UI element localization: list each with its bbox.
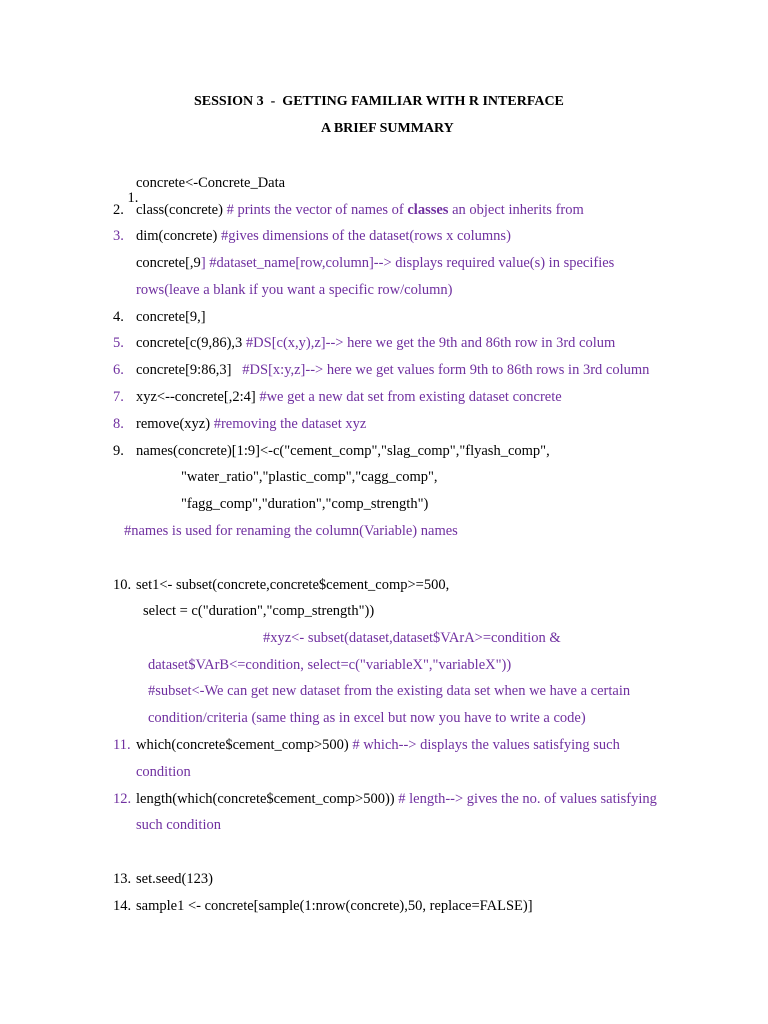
item-7-code: xyz<--concrete[,2:4] [136, 389, 260, 405]
item-9-line-2: "water_ratio","plastic_comp","cagg_comp", [181, 469, 438, 485]
item-6-code: concrete[9:86,3] [136, 362, 243, 378]
item-10-comment-1: #xyz<- subset(dataset,dataset$VArA>=condition & [263, 630, 561, 646]
item-1-code: concrete<-Concrete_Data [136, 175, 286, 191]
item-6-comment: #DS[x:y,z]--> here we get values form 9th to 86th rows in 3rd column [242, 362, 650, 378]
item-5-comment: #DS[c(x,y),z]--> here we get the 9th and 86th row in 3rd colum [245, 335, 616, 351]
list-item-7 [136, 390, 562, 405]
item-9-line-1: names(concrete)[1:9]<-c("cement_comp","slag_comp","flyash_comp", [136, 443, 550, 459]
item-12-code: length(which(concrete$cement_comp>500)) [136, 791, 399, 807]
item-2-comment-b: an object inherits from [448, 202, 584, 218]
item-4-number: 4. [113, 309, 124, 325]
item-3-number: 3. [113, 228, 124, 244]
item-11-comment-2: condition [136, 764, 191, 780]
item-5-number: 5. [113, 335, 124, 351]
item-11-number: 11. [113, 737, 131, 753]
item-3b-code: concrete[,9 [136, 255, 201, 271]
item-12-comment: # length--> gives the no. of values satisfying [398, 791, 657, 807]
item-number: 1. [127, 189, 139, 206]
item-6-number: 6. [113, 362, 124, 378]
item-4-code: concrete[9,] [136, 309, 206, 325]
item-13-number: 13. [113, 871, 132, 887]
item-5-code: concrete[c(9,86),3 [136, 335, 246, 351]
list-item-2 [136, 203, 584, 218]
title-line-1: SESSION 3 - GETTING FAMILIAR WITH R INTERFACE [194, 94, 564, 109]
item-3b-comment: ] #dataset_name[row,column]--> displays required value(s) in specifies [200, 255, 615, 271]
item-3b [136, 256, 614, 271]
item-13-code: set.seed(123) [136, 871, 213, 887]
item-11-comment: # which--> displays the values satisfying such [352, 737, 620, 753]
item-2-number: 2. [113, 202, 124, 218]
list-item-12 [136, 792, 657, 807]
list-item-8 [136, 417, 366, 432]
list-item-5 [136, 336, 615, 351]
item-14-number: 14. [113, 898, 132, 914]
item-2-comment-a: # prints the vector of names of [226, 202, 408, 218]
item-10-comment-4: condition/criteria (same thing as in excel but now you have to write a code) [148, 710, 586, 726]
item-10-line-2: select = c("duration","comp_strength")) [143, 603, 375, 619]
item-14-code: sample1 <- concrete[sample(1:nrow(concrete),50, replace=FALSE)] [136, 898, 533, 914]
item-3-comment: #gives dimensions of the dataset(rows x columns) [220, 228, 511, 244]
item-9-number: 9. [113, 443, 124, 459]
item-12-comment-2: such condition [136, 817, 221, 833]
item-10-comment-3: #subset<-We can get new dataset from the existing data set when we have a certain [148, 683, 631, 699]
item-10-comment-2: dataset$VArB<=condition, select=c("variableX","variableX")) [148, 657, 512, 673]
item-7-comment: #we get a new dat set from existing dataset concrete [259, 389, 562, 405]
item-2-comment-bold: classes [407, 202, 449, 218]
item-10-number: 10. [113, 577, 132, 593]
item-8-comment: #removing the dataset xyz [213, 416, 367, 432]
item-3-code: dim(concrete) [136, 228, 221, 244]
item-3c-comment: rows(leave a blank if you want a specific row/column) [136, 282, 453, 298]
item-7-number: 7. [113, 389, 124, 405]
item-11-code: which(concrete$cement_comp>500) [136, 737, 353, 753]
list-item-3 [136, 229, 511, 244]
item-8-code: remove(xyz) [136, 416, 214, 432]
item-2-code: class(concrete) [136, 202, 227, 218]
title-line-2: A BRIEF SUMMARY [321, 121, 454, 136]
item-9-line-3: "fagg_comp","duration","comp_strength") [181, 496, 429, 512]
item-10-line-1: set1<- subset(concrete,concrete$cement_comp>=500, [136, 577, 450, 593]
item-9-comment: #names is used for renaming the column(Variable) names [124, 523, 458, 539]
list-item-6 [136, 363, 649, 378]
list-item-11 [136, 738, 620, 753]
item-8-number: 8. [113, 416, 124, 432]
item-12-number: 12. [113, 791, 132, 807]
